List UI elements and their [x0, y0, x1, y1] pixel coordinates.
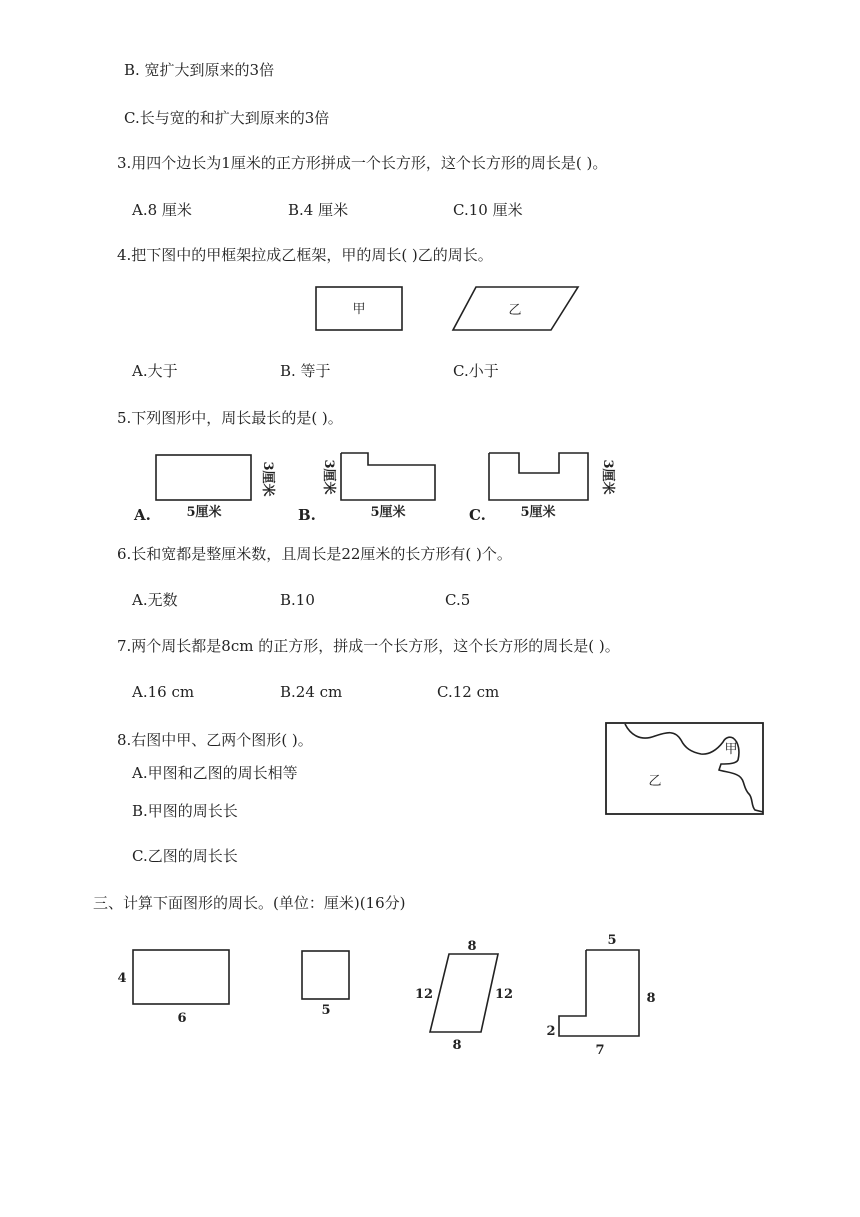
- calc-parallelogram: [430, 954, 498, 1032]
- calc-l-shape-right-label: 8: [646, 991, 656, 1006]
- q7-option-a: A.16 cm: [132, 683, 195, 701]
- q8-outer-rectangle: [606, 723, 763, 814]
- calc-l-shape-left-label: 2: [546, 1024, 556, 1039]
- calc-l-shape-bottom-label: 7: [595, 1043, 605, 1058]
- q3-option-a: A.8 厘米: [132, 201, 192, 219]
- q2-option-b: B. 宽扩大到原来的3倍: [124, 61, 275, 79]
- q7-option-c: C.12 cm: [437, 683, 500, 701]
- q4-figure: [315, 286, 585, 332]
- q6-option-a: A.无数: [132, 591, 178, 609]
- q5-figures: [130, 448, 620, 526]
- q4-option-b: B. 等于: [280, 362, 331, 380]
- q8-jia-label: 甲: [724, 742, 738, 757]
- q8-option-a: A.甲图和乙图的周长相等: [132, 764, 298, 782]
- shape-b-outline: [341, 453, 435, 500]
- shape-a-label: A.: [134, 506, 151, 524]
- calc-l-shape-top-label: 5: [607, 933, 617, 948]
- q6-stem: 6.长和宽都是整厘米数，且周长是22厘米的长方形有( )个。: [117, 545, 512, 563]
- q7-stem: 7.两个周长都是8cm 的正方形，拼成一个长方形，这个长方形的周长是( )。: [117, 637, 620, 655]
- shape-b-width-label: 5厘米: [370, 505, 406, 520]
- calc-square-side-label: 5: [321, 1003, 331, 1018]
- calc-parallelogram-left-label: 12: [414, 987, 434, 1002]
- q8-stem: 8.右图中甲、乙两个图形( )。: [117, 731, 313, 749]
- shape-a-height-label: 3厘米: [260, 461, 275, 497]
- shape-a-width-label: 5厘米: [186, 505, 222, 520]
- q5-stem: 5.下列图形中，周长最长的是( )。: [117, 409, 343, 427]
- calc-rectangle-height-label: 4: [117, 971, 127, 986]
- q6-option-c: C.5: [445, 591, 471, 609]
- calc-l-shape: [559, 950, 639, 1036]
- q3-option-b: B.4 厘米: [288, 201, 349, 219]
- q8-yi-label: 乙: [648, 774, 662, 789]
- q3-option-c: C.10 厘米: [453, 201, 523, 219]
- q4-stem: 4.把下图中的甲框架拉成乙框架，甲的周长( )乙的周长。: [117, 246, 493, 264]
- q2-option-c: C.长与宽的和扩大到原来的3倍: [124, 109, 330, 127]
- shape-c-label: C.: [469, 506, 486, 524]
- shape-c-outline: [489, 453, 588, 500]
- calc-parallelogram-top-label: 8: [467, 939, 477, 954]
- q8-dividing-curve: [625, 724, 763, 812]
- section3-title: 三、计算下面图形的周长。(单位：厘米)(16分): [93, 894, 406, 912]
- calc-parallelogram-bottom-label: 8: [452, 1038, 462, 1053]
- q4-option-a: A.大于: [132, 362, 178, 380]
- calc-rectangle: [133, 950, 229, 1004]
- q4-option-c: C.小于: [453, 362, 499, 380]
- shape-b-height-label: 3厘米: [321, 459, 336, 495]
- yi-label: 乙: [508, 303, 522, 318]
- q7-option-b: B.24 cm: [280, 683, 343, 701]
- q6-option-b: B.10: [280, 591, 315, 609]
- calc-square: [302, 951, 349, 999]
- section3-figures: [108, 928, 668, 1058]
- shape-b-label: B.: [298, 506, 316, 524]
- calc-parallelogram-right-label: 12: [494, 987, 514, 1002]
- shape-c-height-label: 3厘米: [600, 459, 615, 495]
- calc-rectangle-width-label: 6: [177, 1011, 187, 1026]
- q8-option-c: C.乙图的周长长: [132, 847, 238, 865]
- shape-c-width-label: 5厘米: [520, 505, 556, 520]
- q3-stem: 3.用四个边长为1厘米的正方形拼成一个长方形，这个长方形的周长是( )。: [117, 154, 608, 172]
- q8-figure: [605, 722, 765, 817]
- jia-label: 甲: [352, 302, 366, 317]
- q8-option-b: B.甲图的周长长: [132, 802, 238, 820]
- shape-a-rectangle: [156, 455, 251, 500]
